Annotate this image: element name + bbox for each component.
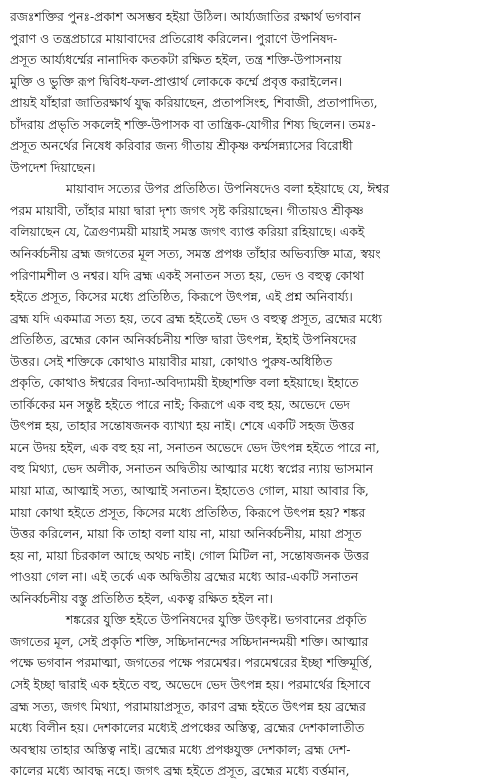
text-line: পরম মায়াবী, তাঁহার মায়া দ্বারা দৃশ্য জগৎ সৃষ্ট করিয়াছেন। গীতায়ও শ্রীকৃষ্ণ bbox=[10, 203, 364, 218]
text-line: পাওয়া গেল না। এই তর্কে এক অদ্বিতীয় ব্রহ্মের মধ্যে আর-একটি সনাতন bbox=[10, 570, 359, 585]
text-line: ব্রহ্ম সত্য, জগৎ মিথ্যা, পরামায়াপ্রসূত, কারণ ব্রহ্ম হইতে উৎপন্ন হয় ব্রহ্মের bbox=[10, 699, 366, 714]
paragraph-3 bbox=[10, 610, 472, 782]
text-line: পক্ষে ভগবান পরমাত্মা, জগতের পক্ষে পরমেশ্বর। পরমেশ্বরের ইচ্ছা শক্তিমূর্ত্তি, bbox=[10, 656, 373, 671]
text-line: বলিয়াছেন যে, ত্রৈগুণ্যময়ী মায়াই সমস্ত জগৎ ব্যাপ্ত করিয়া রহিয়াছে। একই bbox=[10, 225, 365, 240]
text-line: অনির্ব্বচনীয় বস্তু প্রতিষ্ঠিত হইল, একত্ব রক্ষিত হইল না। bbox=[10, 591, 273, 606]
text-line: প্রতিষ্ঠিত, ব্রহ্মের কোন অনির্ব্বচনীয় শক্তি দ্বারা উৎপন্ন, ইহাই উপনিষদের bbox=[10, 333, 357, 348]
text-line: প্রসূত অনর্থের নিষেধ করিবার জন্য গীতায় শ্রীকৃষ্ণ কর্ম্মসন্ন্যাসের বিরোধী bbox=[10, 139, 353, 154]
text-line: অবস্থায় তাহার অস্তিত্ব নাই। ব্রহ্মের মধ্যে প্রপঞ্চযুক্ত দেশকাল; ব্রহ্ম দেশ- bbox=[10, 742, 351, 757]
text-line: তার্কিকের মন সন্তুষ্ট হইতে পারে নাই; কিরূপে এক বহু হয়, অভেদে ভেদ bbox=[10, 397, 350, 412]
text-line: মুক্তি ও ভুক্তি রূপ দ্বিবিধ-ফল-প্রাপ্তার্থ লোককে কর্ম্মে প্রবৃত্ত করাইলেন। bbox=[10, 74, 342, 89]
text-line: পুরাণ ও তন্ত্রপ্রচারে মায়াবাদের প্রতিরোধ করিলেন। পুরাণে উপনিষদ- bbox=[10, 31, 338, 46]
text-line: সেই ইচ্ছা দ্বারাই এক হইতে বহু, অভেদে ভেদ উৎপন্ন হয়। পরমার্থের হিসাবে bbox=[10, 677, 371, 692]
text-line: বহু মিথ্যা, ভেদ অলীক, সনাতন অদ্বিতীয় আত্মার মধ্যে স্বপ্নের ন্যায় ভাসমান bbox=[10, 462, 373, 477]
text-line: শঙ্করের যুক্তি হইতে উপনিষদের যুক্তি উৎকৃষ্ট। ভগবানের প্রকৃতি bbox=[66, 613, 367, 628]
text-line: কালের মধ্যে আবদ্ধ নহে। জগৎ ব্রহ্ম হইতে প্রসূত, ব্রহ্মের মধ্যে বর্ত্তমান, bbox=[10, 764, 350, 779]
text-line: মায়া মাত্র, আত্মাই সত্য, আত্মাই সনাতন। ইহাতেও গোল, মায়া আবার কি, bbox=[10, 484, 369, 499]
text-line: পরিণামশীল ও নশ্বর। যদি ব্রহ্ম একই সনাতন সত্য হয়, ভেদ ও বহুত্ব কোথা bbox=[10, 268, 364, 283]
paragraph-1 bbox=[10, 7, 472, 179]
text-line: মধ্যে বিলীন হয়। দেশকালের মধ্যেই প্রপঞ্চের অস্তিত্ব, ব্রহ্মের দেশকালাতীত bbox=[10, 721, 365, 736]
text-line: উত্তর। সেই শক্তিকে কোথাও মায়াবীর মায়া, কোথাও পুরুষ-অধিষ্ঠিত bbox=[10, 354, 333, 369]
text-line: উত্তর করিলেন, মায়া কি তাহা বলা যায় না, মায়া অনির্ব্বচনীয়, মায়া প্রসূত bbox=[10, 527, 362, 542]
text-line: চাঁদরায় প্রভৃতি সকলেই শক্তি-উপাসক বা তান্ত্রিক-যোগীর শিষ্য ছিলেন। তমঃ- bbox=[10, 117, 376, 132]
text-line: প্রসূত আর্য্যধর্ম্মের নানাদিক কতকটা রক্ষিত হইল, তন্ত্র শক্তি-উপাসনায় bbox=[10, 53, 342, 68]
text-line: মনে উদয় হইল, এক বহু হয় না, সনাতন অভেদে ভেদ উৎপন্ন হইতে পারে না, bbox=[10, 440, 380, 455]
text-line: ব্রহ্ম যদি একমাত্র সত্য হয়, তবে ব্রহ্ম হইতেই ভেদ ও বহুত্ব প্রসূত, ব্রহ্মের মধ্যে bbox=[10, 311, 382, 326]
text-line: উৎপন্ন হয়, তাহার সন্তোষজনক ব্যাখ্যা হয় নাই। শেষে একটি সহজ উত্তর bbox=[10, 419, 355, 434]
text-line: জগতের মূল, সেই প্রকৃতি শক্তি, সচ্চিদানন্দের সচ্চিদানন্দময়ী শক্তি। আত্মার bbox=[10, 634, 369, 649]
text-line: মায়াবাদ সত্যের উপর প্রতিষ্ঠিত। উপনিষদেও বলা হইয়াছে যে, ঈশ্বর bbox=[66, 182, 390, 197]
text-line: প্রকৃতি, কোথাও ঈশ্বরের বিদ্যা-অবিদ্যাময়ী ইচ্ছাশক্তি বলা হইয়াছে। ইহাতে bbox=[10, 376, 359, 391]
paragraph-2 bbox=[10, 179, 472, 610]
text-line: মায়া কোথা হইতে প্রসূত, কিসের মধ্যে প্রতিষ্ঠিত, কিরূপে উৎপন্ন হয়? শঙ্কর bbox=[10, 505, 366, 520]
text-line: অনির্ব্বচনীয় ব্রহ্ম জগতের মূল সত্য, সমস্ত প্রপঞ্চ তাঁহার অভিব্যক্তি মাত্র, স্বয়ং bbox=[10, 247, 381, 262]
text-line: উপদেশ দিয়াছেন। bbox=[10, 160, 96, 175]
text-line: হইতে প্রসূত, কিসের মধ্যে প্রতিষ্ঠিত, কিরূপে উৎপন্ন, এই প্রশ্ন অনিবার্য্য। bbox=[10, 290, 353, 305]
text-line: প্রায়ই যাঁহারা জাতিরক্ষার্থ যুদ্ধ করিয়াছেন, প্রতাপসিংহ, শিবাজী, প্রতাপাদিত্য, bbox=[10, 96, 378, 111]
text-line: রজঃশক্তির পুনঃ-প্রকাশ অসম্ভব হইয়া উঠিল। আর্য্যজাতির রক্ষার্থ ভগবান bbox=[10, 10, 361, 24]
text-line: হয় না, মায়া চিরকাল আছে অথচ নাই। গোল মিটিল না, সন্তোষজনক উত্তর bbox=[10, 548, 369, 563]
